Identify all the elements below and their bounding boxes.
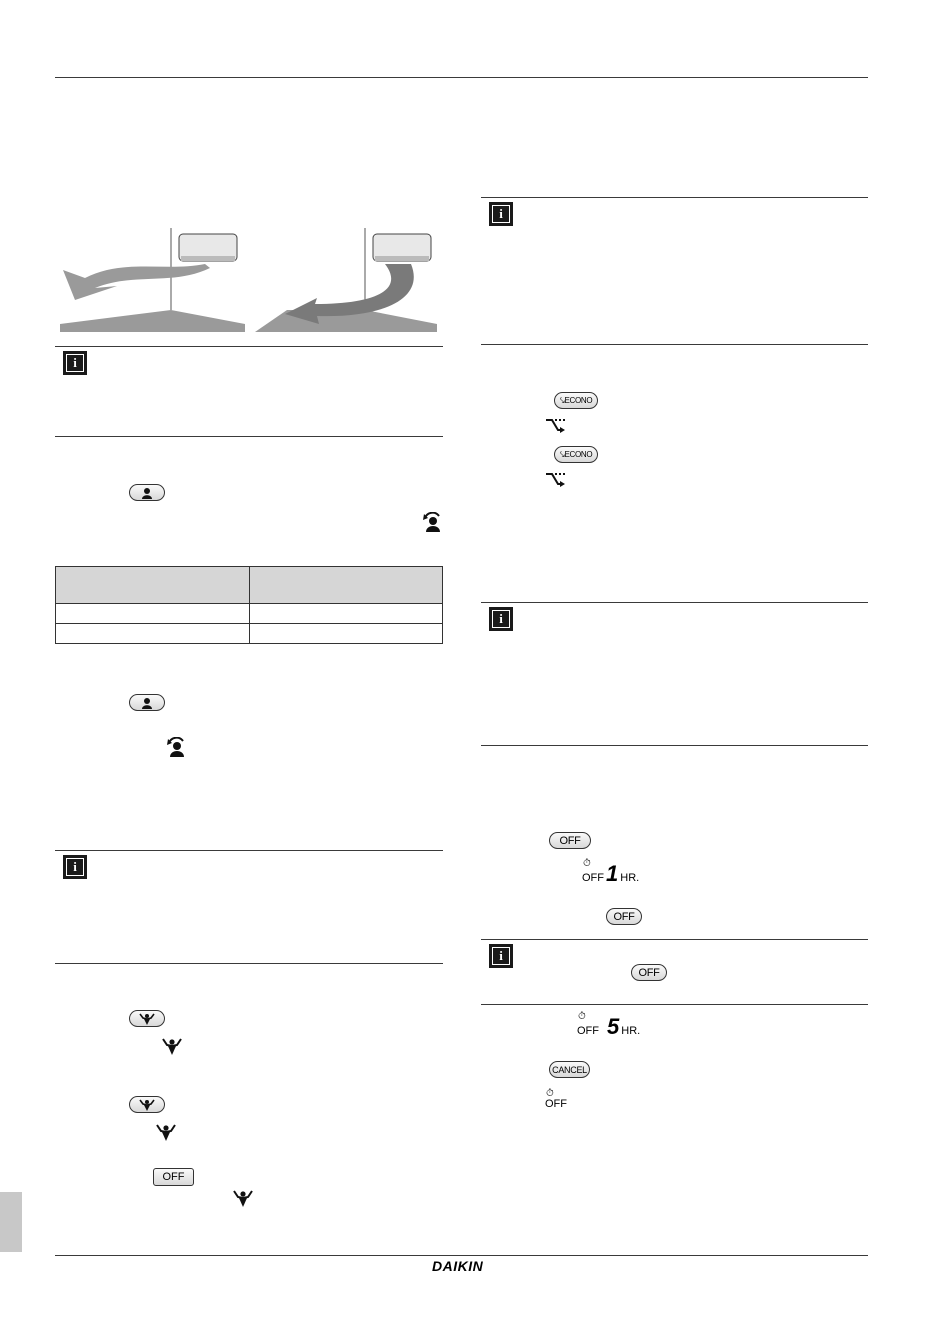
mode-table bbox=[55, 566, 443, 644]
clock-icon: ⏱ bbox=[583, 858, 591, 869]
econo-mode-icon: ⤥ bbox=[559, 449, 565, 459]
off-timer-display: ⏱ OFF1 HR. bbox=[582, 858, 640, 886]
clock-icon: ⏱ bbox=[578, 1011, 586, 1022]
powerful-icon bbox=[162, 1038, 182, 1056]
powerful-icon bbox=[139, 1013, 155, 1025]
table-row bbox=[56, 624, 443, 644]
table-header-row bbox=[56, 567, 443, 604]
econo-mode-icon bbox=[545, 472, 565, 488]
econo-mode-icon: ⤥ bbox=[559, 395, 565, 405]
table-cell bbox=[249, 604, 443, 624]
info-rule-top-1 bbox=[55, 346, 443, 347]
powerful-button[interactable] bbox=[129, 1096, 165, 1113]
info-rule-top-3 bbox=[481, 197, 868, 198]
powerful-icon bbox=[156, 1124, 176, 1142]
powerful-icon bbox=[233, 1190, 253, 1208]
econo-button[interactable]: ⤥ ECONO bbox=[554, 392, 598, 409]
off-button[interactable]: OFF bbox=[153, 1168, 194, 1186]
off-timer-display: ⏱ OFF bbox=[545, 1088, 567, 1110]
powerful-button[interactable] bbox=[129, 1010, 165, 1027]
info-icon: i bbox=[63, 855, 87, 879]
brand-logo: DAIKIN bbox=[432, 1258, 484, 1274]
comfort-airflow-icon bbox=[140, 487, 154, 499]
off-button[interactable]: OFF bbox=[606, 908, 642, 925]
table-row bbox=[56, 604, 443, 624]
side-tab bbox=[0, 1192, 22, 1252]
info-rule-bottom-3 bbox=[481, 344, 868, 345]
table-cell bbox=[56, 624, 250, 644]
info-rule-bottom-2 bbox=[55, 963, 443, 964]
table-cell bbox=[56, 604, 250, 624]
table-header-cell bbox=[56, 567, 250, 604]
info-rule-bottom-4 bbox=[481, 745, 868, 746]
cancel-button[interactable]: CANCEL bbox=[549, 1061, 590, 1078]
table-cell bbox=[249, 624, 443, 644]
info-icon: i bbox=[63, 351, 87, 375]
comfort-airflow-button[interactable] bbox=[129, 694, 165, 711]
info-rule-top-5 bbox=[481, 939, 868, 940]
airflow-downward-diagram bbox=[255, 228, 437, 332]
info-rule-top-4 bbox=[481, 602, 868, 603]
info-rule-bottom-1 bbox=[55, 436, 443, 437]
off-button[interactable]: OFF bbox=[549, 832, 591, 849]
table-header-cell bbox=[249, 567, 443, 604]
header-rule bbox=[55, 77, 868, 78]
info-icon: i bbox=[489, 607, 513, 631]
comfort-airflow-icon bbox=[421, 512, 443, 532]
info-icon: i bbox=[489, 202, 513, 226]
info-rule-bottom-5 bbox=[481, 1004, 868, 1005]
comfort-airflow-button[interactable] bbox=[129, 484, 165, 501]
airflow-upward-diagram bbox=[60, 228, 245, 332]
off-button[interactable]: OFF bbox=[631, 964, 667, 981]
off-timer-display: ⏱ OFF 5 HR. bbox=[577, 1011, 641, 1039]
footer-rule bbox=[55, 1255, 868, 1256]
comfort-airflow-icon bbox=[165, 737, 187, 757]
comfort-airflow-icon bbox=[140, 697, 154, 709]
econo-button[interactable]: ⤥ ECONO bbox=[554, 446, 598, 463]
powerful-icon bbox=[139, 1099, 155, 1111]
info-icon: i bbox=[489, 944, 513, 968]
info-rule-top-2 bbox=[55, 850, 443, 851]
airflow-illustration bbox=[55, 228, 445, 334]
clock-icon: ⏱ bbox=[546, 1088, 554, 1099]
econo-mode-icon bbox=[545, 418, 565, 434]
